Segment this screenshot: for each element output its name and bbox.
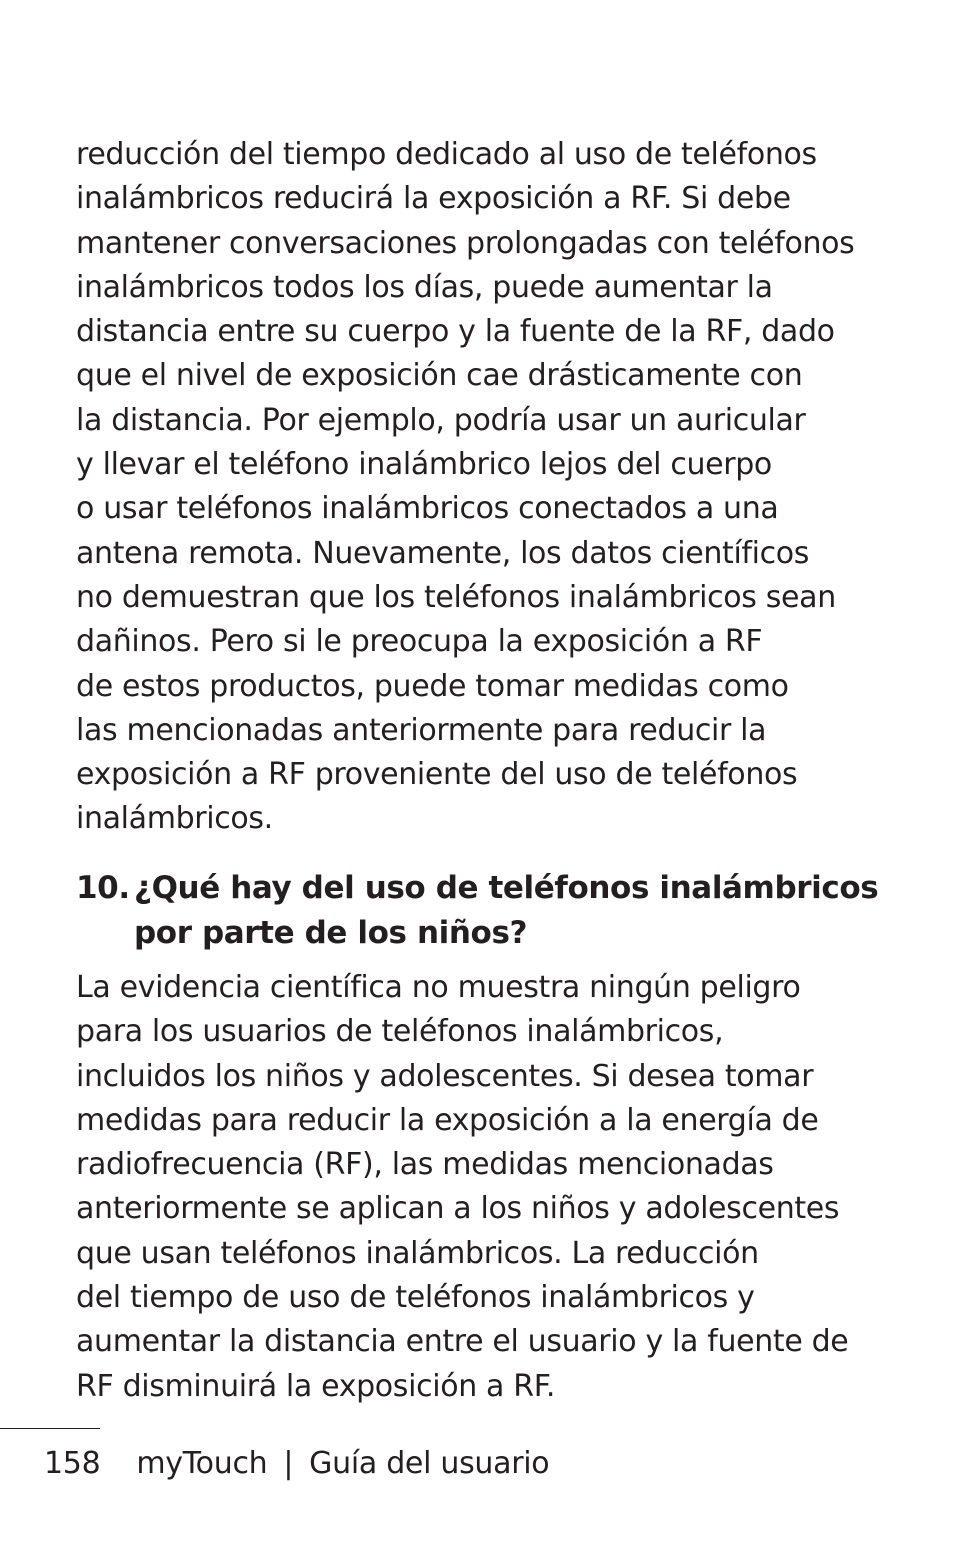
text-line: incluidos los niños y adolescentes. Si desea tomar xyxy=(76,1058,814,1094)
text-line: mantener conversaciones prolongadas con teléfonos xyxy=(76,225,855,261)
text-line: y llevar el teléfono inalámbrico lejos del cuerpo xyxy=(76,447,772,483)
text-line: la distancia. Por ejemplo, podría usar un auricular xyxy=(76,402,806,438)
text-line: La evidencia científica no muestra ningún peligro xyxy=(76,970,801,1005)
product-name: myTouch xyxy=(136,1446,268,1481)
section-number: 10. xyxy=(76,870,130,906)
text-line: no demuestran que los teléfonos inalámbricos sean xyxy=(76,579,836,615)
text-line: que el nivel de exposición cae drásticamente con xyxy=(76,358,803,394)
text-line: antena remota. Nuevamente, los datos científicos xyxy=(76,535,810,571)
text-line: para los usuarios de teléfonos inalámbricos, xyxy=(76,1014,724,1050)
section-title-line: ¿Qué hay del uso de teléfonos inalámbricos xyxy=(134,870,879,906)
text-line: dañinos. Pero si le preocupa la exposición a RF xyxy=(76,624,763,660)
text-line: radiofrecuencia (RF), las medidas mencionadas xyxy=(76,1147,774,1183)
text-line: anteriormente se aplican a los niños y adolescentes xyxy=(76,1191,840,1227)
text-line: distancia entre su cuerpo y la fuente de la RF, dado xyxy=(76,314,835,350)
text-line: las mencionadas anteriormente para reducir la xyxy=(76,712,767,748)
section-heading xyxy=(76,866,878,956)
page-number: 158 xyxy=(44,1446,101,1481)
text-line: o usar teléfonos inalámbricos conectados a una xyxy=(76,491,779,527)
text-line: medidas para reducir la exposición a la energía de xyxy=(76,1102,819,1138)
footer-divider xyxy=(0,1428,100,1429)
text-line: reducción del tiempo dedicado al uso de teléfonos xyxy=(76,137,817,172)
text-line: RF disminuirá la exposición a RF. xyxy=(76,1368,556,1404)
text-line: del tiempo de uso de teléfonos inalámbricos y xyxy=(76,1280,755,1316)
text-line: aumentar la distancia entre el usuario y la fuente de xyxy=(76,1324,849,1360)
text-line: de estos productos, puede tomar medidas como xyxy=(76,668,789,704)
section-title-line: por parte de los niños? xyxy=(134,915,528,951)
text-line: inalámbricos reducirá la exposición a RF. Si debe xyxy=(76,181,791,217)
text-line: exposición a RF proveniente del uso de teléfonos xyxy=(76,757,798,793)
body-paragraph-1 xyxy=(76,133,876,842)
page-footer xyxy=(44,1442,549,1486)
text-line: inalámbricos. xyxy=(76,801,273,837)
guide-title: Guía del usuario xyxy=(309,1446,550,1481)
text-line: que usan teléfonos inalámbricos. La reducción xyxy=(76,1235,759,1271)
body-paragraph-2 xyxy=(76,966,876,1409)
text-line: inalámbricos todos los días, puede aumentar la xyxy=(76,269,773,305)
footer-separator: | xyxy=(283,1446,294,1481)
